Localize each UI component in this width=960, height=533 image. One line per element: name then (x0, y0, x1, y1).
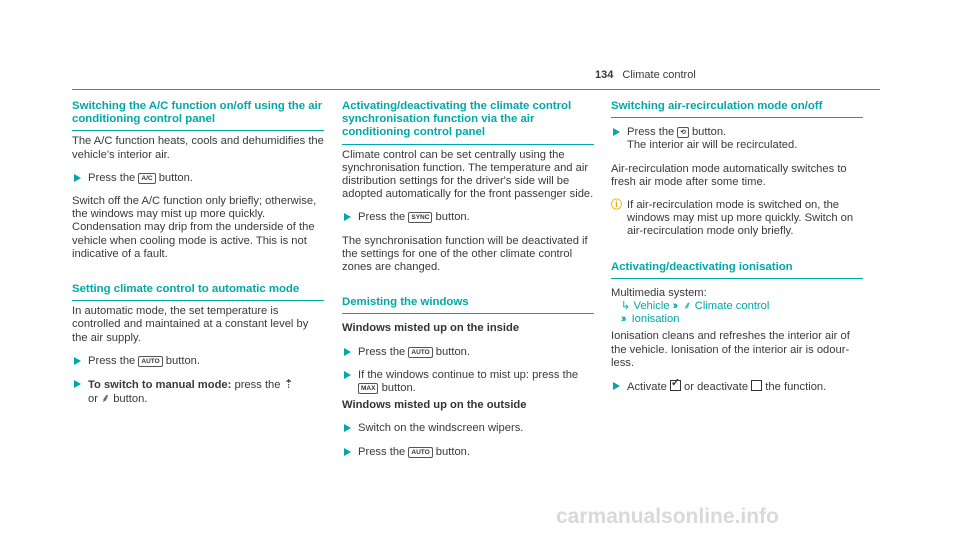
step-item: Activate ✓ or deactivate the function. (611, 380, 863, 394)
step-item: Press the AUTO button. (72, 355, 324, 368)
nav-item-climate-control: Climate control (694, 300, 770, 313)
step-arrow-icon (344, 448, 351, 456)
nav-path (611, 300, 863, 326)
paragraph: In automatic mode, the set temperature is controlled and maintained at a constant level by the air supply. (72, 305, 309, 344)
step-arrow-icon (74, 357, 81, 365)
section-title-automatic: Setting climate control to automatic mode (72, 283, 324, 301)
sync-key-icon: SYNC (408, 212, 432, 223)
section-title-demisting: Demisting the windows (342, 296, 594, 314)
section-title-ionisation: Activating/deactivating ionisation (611, 261, 863, 279)
page-header (595, 69, 696, 81)
column-3 (611, 100, 863, 394)
note-item: ⓘ If air-recirculation mode is switched on, the windows may mist up more quickly. Switch on air-recirculation mode only briefly. (611, 199, 854, 238)
paragraph: Climate control can be set centrally using the synchronisation function. The temperature and air distribution settings for the driver's side will be adopted automatically for the front passenger side. (342, 148, 594, 201)
auto-key-icon: AUTO (408, 447, 432, 458)
paragraph: Switch off the A/C function only briefly; otherwise, the windows may mist up more quickly. (72, 195, 317, 221)
auto-key-icon: AUTO (408, 347, 432, 358)
fan-speed-icon: ⸙ (101, 391, 111, 406)
airflow-distribution-icon: ⇡ (283, 377, 294, 392)
column-1 (72, 100, 324, 406)
climate-icon: ⸙ (683, 300, 692, 313)
paragraph: Ionisation cleans and refreshes the interior air of the vehicle. Ionisation of the interior air is odour-less. (611, 330, 850, 369)
step-item: To switch to manual mode: press the ⇡ or ⸙ button. (72, 378, 324, 406)
step-arrow-icon (613, 382, 620, 390)
step-arrow-icon (613, 128, 620, 136)
step-item: Press the AUTO button. (342, 446, 594, 459)
nav-item-vehicle: Vehicle (633, 300, 670, 313)
max-defrost-key-icon: MAX (358, 383, 378, 394)
step-arrow-icon (74, 174, 81, 182)
section-title-ac: Switching the A/C function on/off using the air conditioning control panel (72, 100, 324, 131)
paragraph: Condensation may drip from the underside of the vehicle when cooling mode is active. This is not indicative of a fault. (72, 221, 315, 260)
paragraph: The A/C function heats, cools and dehumidifies the vehicle's interior air. (72, 135, 324, 161)
subheading-inside: Windows misted up on the inside (342, 322, 520, 335)
return-arrow-icon: ↳ (621, 300, 631, 313)
ac-key-icon: A/C (138, 173, 155, 184)
page-number: 134 (595, 69, 614, 81)
chapter-title: Climate control (622, 69, 696, 81)
recirculation-key-icon: ⟲ (677, 127, 688, 138)
step-item: If the windows continue to mist up: press the MAX button. (342, 369, 594, 395)
step-arrow-icon (344, 213, 351, 221)
step-arrow-icon (344, 424, 351, 432)
auto-key-icon: AUTO (138, 356, 162, 367)
header-rule (72, 89, 880, 90)
watermark: carmanualsonline.info (556, 505, 779, 528)
checkbox-checked-icon (670, 380, 681, 391)
info-icon: ⓘ (611, 199, 622, 212)
paragraph: The synchronisation function will be deactivated if the settings for one of the other climate control zones are changed. (342, 234, 588, 274)
step-arrow-icon (74, 380, 81, 388)
section-title-recirculation: Switching air-recirculation mode on/off (611, 100, 863, 118)
column-2 (342, 100, 594, 459)
chevron-right-icon: ›› (621, 313, 625, 326)
chevron-right-icon: ›› (672, 300, 677, 313)
checkbox-unchecked-icon (751, 380, 762, 391)
step-item: Press the A/C button. (72, 172, 324, 185)
step-arrow-icon (344, 348, 351, 356)
step-item: Press the ⟲ button. The interior air will be recirculated. (611, 126, 863, 152)
step-item: Press the SYNC button. (342, 211, 594, 224)
paragraph: Multimedia system: (611, 286, 707, 299)
subheading-outside: Windows misted up on the outside (342, 399, 527, 412)
step-item: Press the AUTO button. (342, 346, 594, 359)
paragraph: Air-recirculation mode automatically switches to fresh air mode after some time. (611, 162, 847, 188)
nav-item-ionisation: Ionisation (631, 313, 680, 326)
section-title-sync: Activating/deactivating the climate control synchronisation function via the air conditioning control panel (342, 100, 594, 145)
step-item: Switch on the windscreen wipers. (342, 422, 594, 435)
step-arrow-icon (344, 371, 351, 379)
